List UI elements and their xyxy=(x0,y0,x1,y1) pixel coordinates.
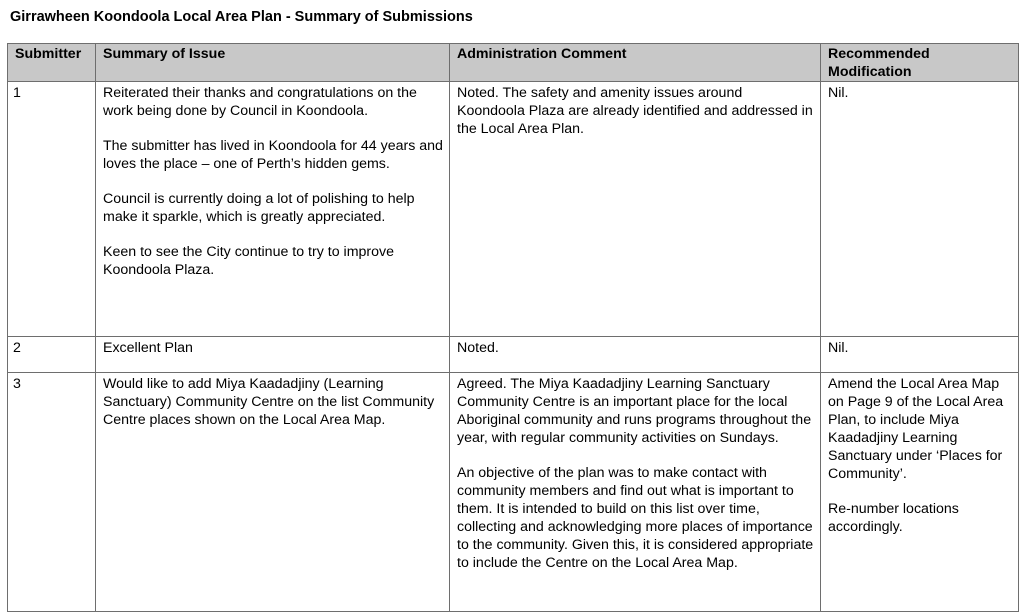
modification-paragraph: Re-number locations accordingly. xyxy=(828,501,959,535)
submissions-table xyxy=(7,43,1019,612)
modification-paragraph: Nil. xyxy=(828,85,849,101)
table-row xyxy=(8,337,1019,373)
modification-paragraph: Nil. xyxy=(828,340,849,356)
admin-comment-paragraph: Noted. xyxy=(457,340,499,356)
summary-paragraph: Would like to add Miya Kaadadjiny (Learning Sanctuary) Community Centre on the list Community Centre places shown on the Local Area Map. xyxy=(103,376,435,428)
summary-cell xyxy=(96,337,450,373)
admin-comment-paragraph: An objective of the plan was to make contact with community members and find out what is important to them. It is intended to build on this list over time, collecting and acknowledging more places of importance to the community. Given this, it is considered appropriate to include the Centre on the Local Area Map. xyxy=(457,465,814,571)
admin-comment-cell xyxy=(450,373,821,612)
submitter-cell: 1 xyxy=(8,82,96,337)
summary-paragraph: The submitter has lived in Koondoola for 44 years and loves the place – one of Perth’s hidden gems. xyxy=(103,138,443,172)
summary-paragraph: Excellent Plan xyxy=(103,340,193,356)
submitter-cell: 2 xyxy=(8,337,96,373)
modification-cell xyxy=(821,373,1019,612)
header-summary-of-issue: Summary of Issue xyxy=(96,44,450,82)
admin-comment-paragraph: Noted. The safety and amenity issues around Koondoola Plaza are already identified and addressed in the Local Area Plan. xyxy=(457,85,813,137)
modification-cell xyxy=(821,337,1019,373)
summary-paragraph: Council is currently doing a lot of polishing to help make it sparkle, which is greatly appreciated. xyxy=(103,191,415,225)
admin-comment-paragraph: Agreed. The Miya Kaadadjiny Learning Sanctuary Community Centre is an important place for the local Aboriginal community and runs programs throughout the year, with regular community activities on Sundays. xyxy=(457,376,812,446)
modification-cell xyxy=(821,82,1019,337)
header-recommended-modification: Recommended Modification xyxy=(821,44,1019,82)
modification-paragraph: Amend the Local Area Map on Page 9 of the Local Area Plan, to include Miya Kaadadjiny Learning Sanctuary under ‘Places for Community’. xyxy=(828,376,1004,482)
summary-cell xyxy=(96,82,450,337)
table-row xyxy=(8,373,1019,612)
summary-paragraph: Reiterated their thanks and congratulations on the work being done by Council in Koondoola. xyxy=(103,85,417,119)
header-administration-comment: Administration Comment xyxy=(450,44,821,82)
document-title: Girrawheen Koondoola Local Area Plan - Summary of Submissions xyxy=(10,9,473,25)
table-header-row xyxy=(8,44,1019,82)
table-row xyxy=(8,82,1019,337)
admin-comment-cell xyxy=(450,82,821,337)
submitter-cell: 3 xyxy=(8,373,96,612)
header-submitter: Submitter xyxy=(8,44,96,82)
admin-comment-cell xyxy=(450,337,821,373)
summary-paragraph: Keen to see the City continue to try to improve Koondoola Plaza. xyxy=(103,244,394,278)
summary-cell xyxy=(96,373,450,612)
